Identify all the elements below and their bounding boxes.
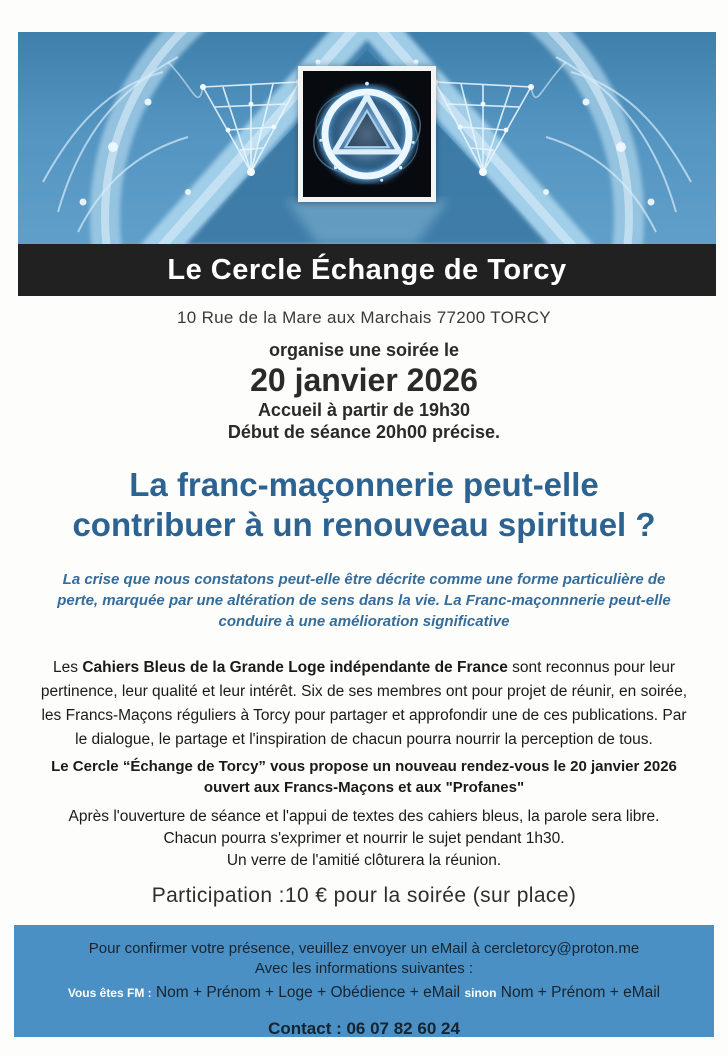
start-time: Début de séance 20h00 précise. (227, 422, 501, 442)
body-p1-rest: sont reconnus pour leur pertinence, leur qualité et leur intérêt. Six de ses membres ont pour projet de réunir, en soirée, les Francs-Maçons réguliers à Torcy pour partager et approfondir une de ces publications. Par le dialogue, le partage et l'inspiration de chacun pourra nourrir la perception de tous. (40, 659, 688, 748)
headline-line-2: contribuer à un renouveau spirituel ? (72, 506, 656, 543)
body-p1-prefix: Les (53, 659, 83, 676)
page-title: Le Cercle Échange de Torcy (167, 253, 567, 286)
fm-label: Vous êtes FM : (67, 986, 152, 1000)
footer-info-line: Avec les informations suivantes : (254, 960, 474, 977)
venue-address: 10 Rue de la Mare aux Marchais 77200 TORCY (177, 308, 551, 327)
other-fields: Nom + Prénom + eMail (500, 984, 661, 1001)
circle-triangle-logo-icon (303, 71, 431, 197)
body-p1-bold: Cahiers Bleus de la Grande Loge indépendante de France (82, 659, 508, 676)
flyer-page (0, 32, 728, 1056)
headline-line-1: La franc-maçonnerie peut-elle (129, 466, 599, 503)
fm-fields: Nom + Prénom + Loge + Obédience + eMail (155, 984, 461, 1001)
banner-artwork (18, 32, 716, 244)
participation-fee: Participation :10 € pour la soirée (sur place) (151, 884, 577, 907)
intro-line: organise une soirée le (268, 340, 460, 360)
main-headline (44, 465, 684, 545)
confirmation-footer (14, 925, 714, 1037)
footer-fields-line (14, 982, 714, 1004)
welcome-time: Accueil à partir de 19h30 (257, 400, 471, 420)
contact-phone: Contact : 06 07 82 60 24 (268, 1019, 460, 1038)
event-date: 20 janvier 2026 (250, 362, 478, 398)
body-paragraph-2 (34, 756, 694, 798)
banner (18, 32, 716, 296)
lead-paragraph: La crise que nous constatons peut-elle être décrite comme une forme particulière de perte, marquée par une altération de sens dans la vie. La Franc-maçonnnerie peut-elle conduire à une amélioration significative (57, 571, 671, 630)
title-band (18, 244, 716, 296)
rendezvous-line: Le Cercle “Échange de Torcy” vous propose un nouveau rendez-vous le 20 janvier 2026 (51, 758, 677, 775)
body-line-5: Un verre de l'amitié clôturera la réunion. (226, 852, 502, 869)
body-line-4: Chacun pourra s'exprimer et nourrir le sujet pendant 1h30. (163, 830, 565, 847)
footer-email-line: Pour confirmer votre présence, veuillez envoyer un eMail à cercletorcy@proton.me (88, 940, 640, 957)
logo-frame (298, 66, 436, 202)
sinon-label: sinon (464, 986, 497, 1000)
body-line-3: Après l'ouverture de séance et l'appui de textes des cahiers bleus, la parole sera libre. (68, 808, 660, 825)
open-to-line: ouvert aux Francs-Maçons et aux "Profanes" (203, 779, 525, 796)
body-paragraph-1 (38, 656, 690, 752)
